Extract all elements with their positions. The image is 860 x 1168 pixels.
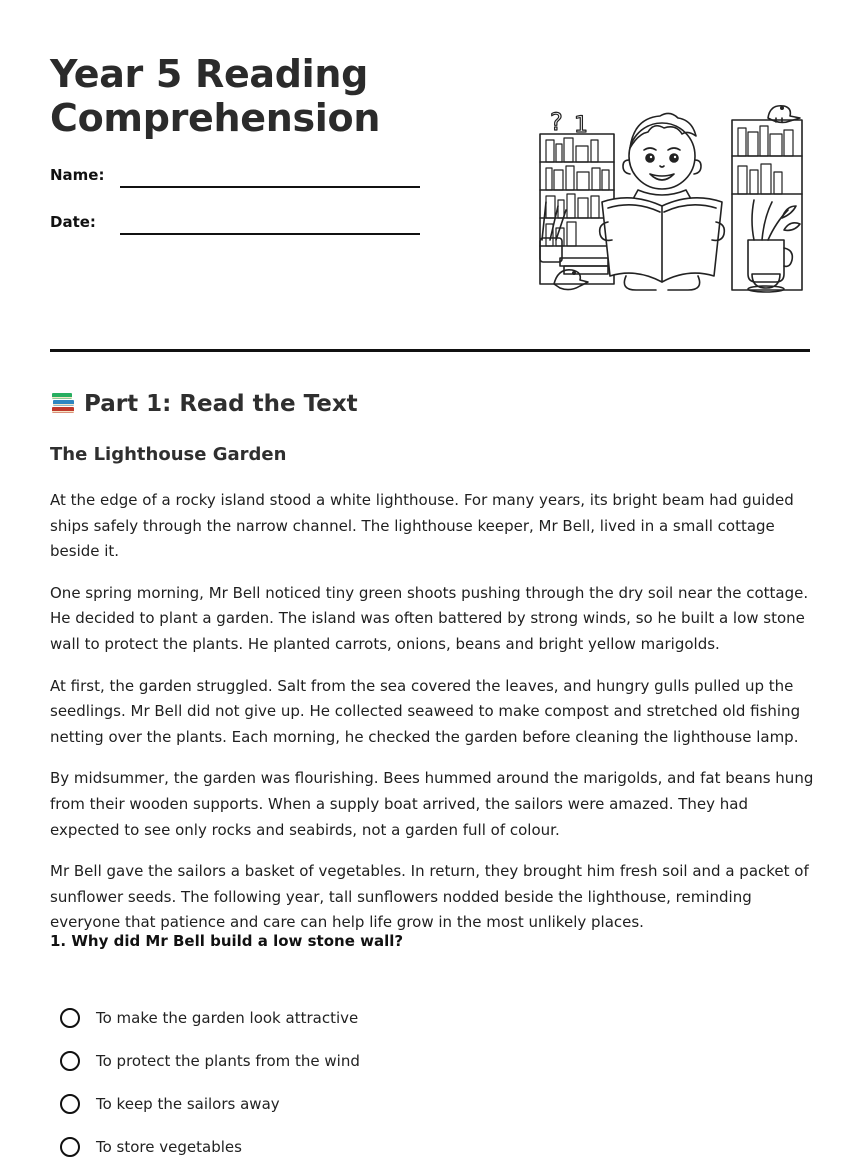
story-text [50,488,815,952]
question-1-option-2[interactable] [60,1039,360,1082]
section-divider [50,349,810,352]
story-paragraph: Mr Bell gave the sailors a basket of vegetables. In return, they brought him fresh soil and a packet of sunflower seeds. The following year, tall sunflowers nodded beside the lighthouse, reminding everyone that patience and care can help life grow in the most unlikely places. [50,862,809,932]
radio-button[interactable] [60,1051,80,1071]
title-line-1: Year 5 Reading [50,52,369,96]
question-1-options [60,996,360,1168]
date-field[interactable] [50,213,430,243]
date-label: Date: [50,213,96,231]
option-label: To store vegetables [96,1137,242,1156]
radio-button[interactable] [60,1008,80,1028]
child-reading-illustration [536,90,810,295]
name-field[interactable] [50,166,430,196]
numeral-glyph: 1 [574,113,588,138]
option-label: To protect the plants from the wind [96,1051,360,1070]
books-icon [50,389,76,415]
part-1-heading-text: Part 1: Read the Text [84,391,358,417]
worksheet-title [50,52,380,140]
story-paragraph: At first, the garden struggled. Salt from the sea covered the leaves, and hungry gulls pulled up the seedlings. Mr Bell did not give up. He collected seaweed to make compost and stretched old fishing netting over the plants. Each morning, he checked the garden before cleaning the lighthouse lamp. [50,676,801,746]
date-write-line[interactable] [120,233,420,235]
story-paragraph: At the edge of a rocky island stood a white lighthouse. For many years, its bright beam had guided ships safely through the narrow channel. The lighthouse keeper, Mr Bell, lived in a small cottage beside it. [50,491,794,561]
title-line-2: Comprehension [50,96,381,140]
question-1-option-4[interactable] [60,1125,360,1168]
radio-button[interactable] [60,1094,80,1114]
question-1-text: 1. Why did Mr Bell build a low stone wall? [50,932,404,950]
radio-button[interactable] [60,1137,80,1157]
option-label: To keep the sailors away [96,1094,280,1113]
name-label: Name: [50,166,105,184]
story-paragraph: By midsummer, the garden was flourishing. Bees hummed around the marigolds, and fat beans hung from their wooden supports. When a supply boat arrived, the sailors were amazed. They had expected to see only rocks and seabirds, not a garden full of colour. [50,769,814,839]
option-label: To make the garden look attractive [96,1008,359,1027]
name-write-line[interactable] [120,186,420,188]
question-1-option-1[interactable] [60,996,360,1039]
part-1-heading [50,388,358,420]
question-mark-glyph: ? [550,108,563,136]
question-1-option-3[interactable] [60,1082,360,1125]
story-paragraph: One spring morning, Mr Bell noticed tiny green shoots pushing through the dry soil near the cottage. He decided to plant a garden. The island was often battered by strong winds, so he built a low stone wall to protect the plants. He planted carrots, onions, beans and bright yellow marigolds. [50,583,809,653]
story-title: The Lighthouse Garden [50,444,287,465]
